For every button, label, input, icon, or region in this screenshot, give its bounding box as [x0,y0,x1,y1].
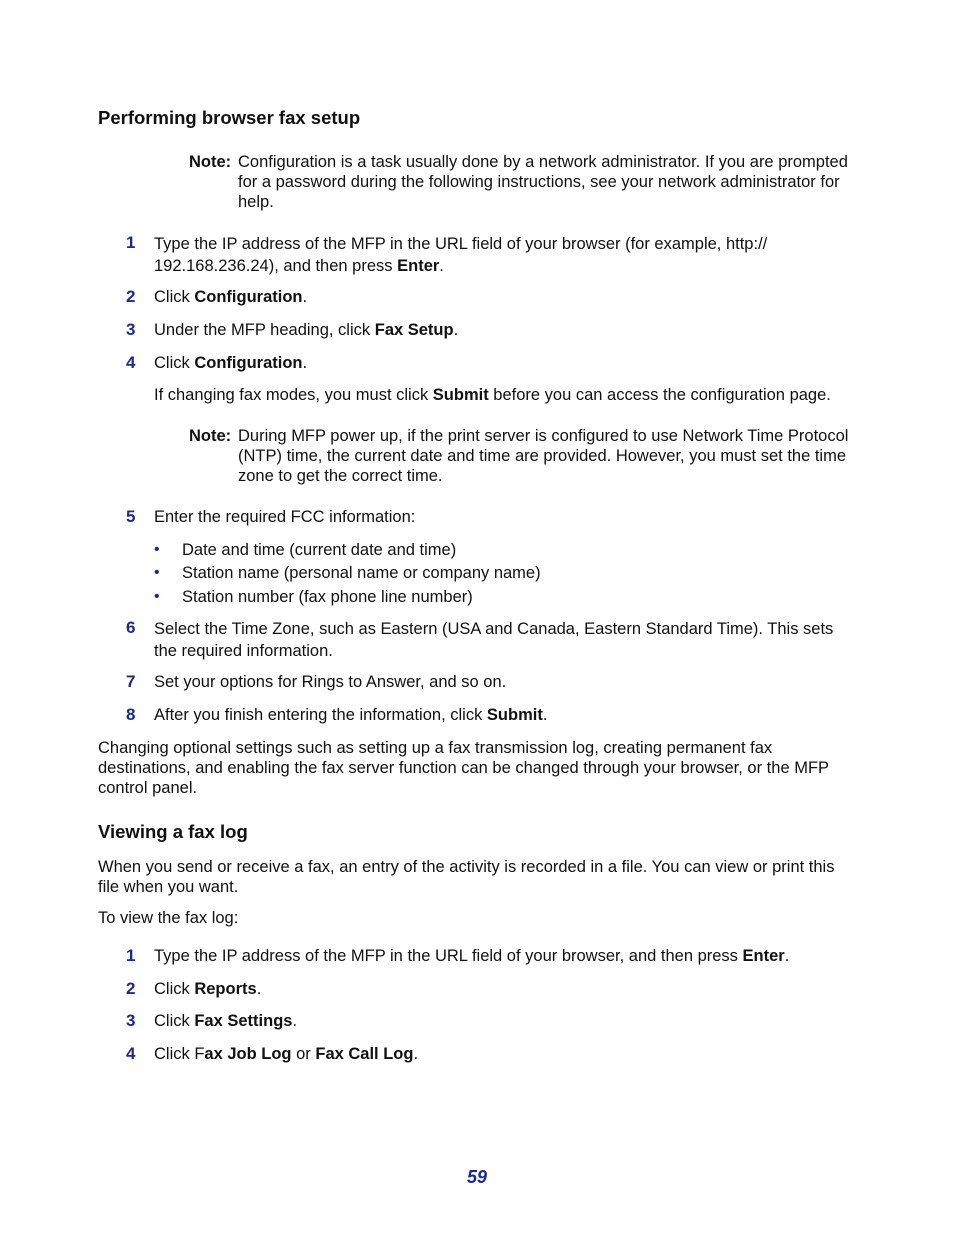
bullet-icon: • [154,588,160,605]
step-text: Click Configuration. [154,288,308,306]
step-number: 3 [126,320,136,339]
note-label: Note: [189,153,232,171]
note-label: Note: [189,427,232,445]
step-number: 5 [126,507,136,526]
bullet-item: Station number (fax phone line number) [182,588,473,606]
step-number: 1 [126,233,136,252]
closing-paragraph: Changing optional settings such as setting up a fax transmission log, creating permanent fax destinations, and enabling the fax server function can be changed through your browser, or the MFP control panel. [98,739,829,797]
bullet-item: Station name (personal name or company name) [182,564,541,582]
step-number: 2 [126,979,136,998]
step-number: 7 [126,672,136,691]
step-text: Under the MFP heading, click Fax Setup. [154,321,459,339]
step-text: After you finish entering the information, click Submit. [154,706,548,724]
section-heading-viewing-fax-log: Viewing a fax log [98,821,248,842]
bullet-icon: • [154,564,160,581]
step-text: Click Fax Job Log or Fax Call Log. [154,1045,419,1063]
step-text: Click Configuration. [154,354,308,372]
step-text: Click Reports. [154,980,262,998]
step-number: 4 [126,1044,136,1063]
step-number: 8 [126,705,136,724]
lead-text: To view the fax log: [98,909,239,927]
step-number: 2 [126,287,136,306]
section-heading-browser-fax-setup: Performing browser fax setup [98,107,361,128]
page-number: 59 [466,1167,488,1187]
step-number: 6 [126,618,136,637]
step-text: Type the IP address of the MFP in the URL field of your browser, and then press Enter. [154,947,790,965]
step-number: 4 [126,353,136,372]
step-continuation: If changing fax modes, you must click Submit before you can access the configuration page. [154,386,831,404]
step-text: Click Fax Settings. [154,1012,298,1030]
note-text: Configuration is a task usually done by a network administrator. If you are prompted for a password during the following instructions, see your network administrator for help. [238,153,848,211]
note-text: During MFP power up, if the print server is configured to use Network Time Protocol (NTP) time, the current date and time are provided. However, you must set the time zone to get the correct time. [238,427,849,485]
bullet-icon: • [154,541,160,558]
bullet-item: Date and time (current date and time) [182,541,457,559]
step-text: Set your options for Rings to Answer, and so on. [154,673,507,691]
step-text: Enter the required FCC information: [154,508,416,526]
step-text: Select the Time Zone, such as Eastern (USA and Canada, Eastern Standard Time). This sets the required information. [154,620,834,660]
step-number: 1 [126,946,136,965]
step-number: 3 [126,1011,136,1030]
step-text: Type the IP address of the MFP in the URL field of your browser (for example, http:// 192.168.236.24), and then press Enter. [154,235,768,275]
intro-paragraph: When you send or receive a fax, an entry of the activity is recorded in a file. You can view or print this file when you want. [98,858,835,896]
